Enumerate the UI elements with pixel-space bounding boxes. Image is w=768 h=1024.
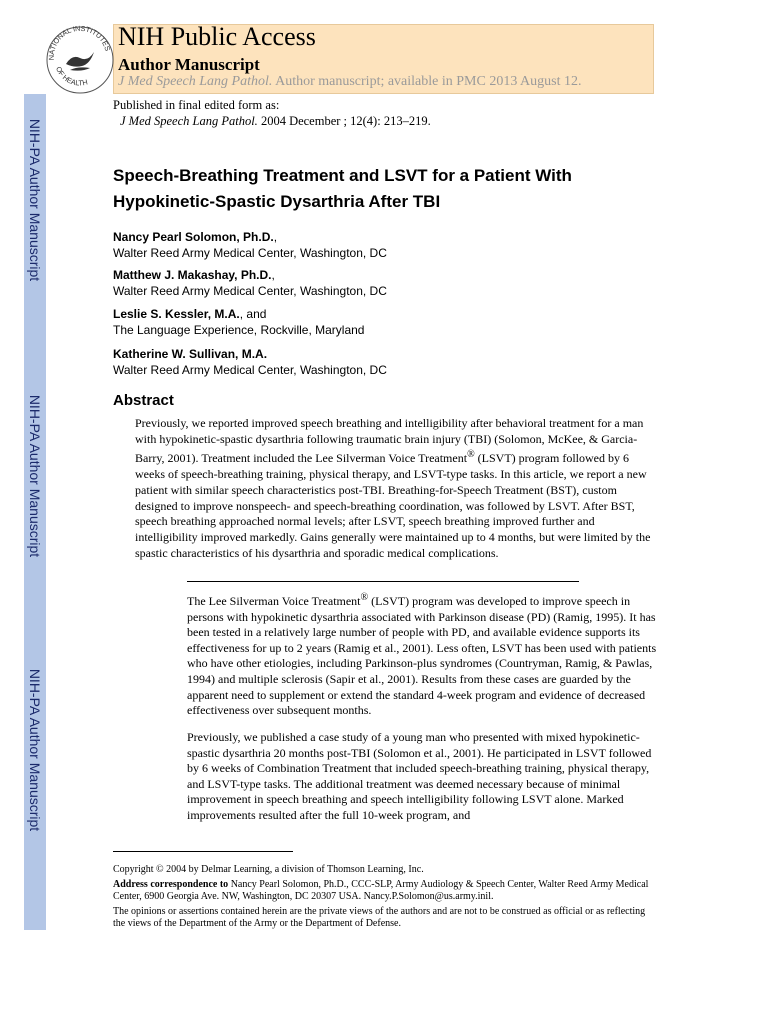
logo-text-bottom: OF HEALTH bbox=[54, 65, 89, 88]
author-affiliation: The Language Experience, Rockville, Maryland bbox=[113, 323, 365, 337]
sidebar-label: NIH-PA Author Manuscript bbox=[27, 394, 43, 558]
address-note bbox=[113, 879, 658, 903]
copyright-note: Copyright © 2004 by Delmar Learning, a division of Thomson Learning, Inc. bbox=[113, 864, 424, 875]
author-separator: , and bbox=[239, 307, 267, 321]
header-subtitle: Author Manuscript bbox=[118, 55, 260, 74]
author-block bbox=[113, 306, 364, 338]
sidebar-label: NIH-PA Author Manuscript bbox=[27, 118, 43, 282]
address-label: Address correspondence to bbox=[113, 879, 229, 890]
citation-journal: J Med Speech Lang Pathol. bbox=[120, 114, 258, 128]
logo-text-top: NATIONAL INSTITUTES bbox=[46, 24, 113, 61]
author-affiliation: Walter Reed Army Medical Center, Washington, DC bbox=[113, 246, 387, 260]
paragraph-text-end: (LSVT) program was developed to improve speech in persons with hypokinetic dysarthria associated with Parkinson disease (PD) (Ramig, 1995). It has been tested in a relatively large number of people with PD, and available evidence supports its effectiveness for up to 2 years (Ramig et al., 2001). Less often, LSVT has been used with patients who have other etiologies, including Parkinson-plus syndromes (Countryman, Ramig, & Pawlas, 1994) and multiple sclerosis (Sapir et al., 2001). Results from these cases are guarded by the apparent need to supplement or extend the standard 4-week program and evidence of decreased effectiveness over subsequent months. bbox=[187, 594, 657, 718]
registered-mark: ® bbox=[360, 592, 369, 603]
published-label: Published in final edited form as: bbox=[113, 98, 280, 112]
abstract-text bbox=[135, 416, 655, 561]
author-name: Matthew J. Makashay, Ph.D. bbox=[113, 268, 272, 282]
header-availability bbox=[118, 74, 582, 90]
citation bbox=[120, 114, 431, 129]
paragraph-text-start: The Lee Silverman Voice Treatment bbox=[187, 594, 361, 608]
registered-mark: ® bbox=[467, 449, 475, 461]
divider bbox=[187, 581, 579, 582]
body-paragraph: Previously, we published a case study of a young man who presented with mixed hypokinetic-spastic dysarthria 20 months post-TBI (Solomon et al., 2001). He participated in LSVT followed by 6 weeks of Combination Treatment that included speech-breathing training, physical therapy, and LSVT-type tasks. The additional treatment was deemed necessary because of minimal improvement in speech breathing and speech intelligibility following LSVT alone. Marked improvements resulted after the full 10-week program, and bbox=[187, 730, 652, 822]
author-name: Leslie S. Kessler, M.A. bbox=[113, 307, 240, 321]
author-name: Nancy Pearl Solomon, Ph.D. bbox=[113, 230, 274, 244]
abstract-text-start: Previously, we reported improved speech breathing and intelligibility after behavioral treatment for a man with hypokinetic-spastic dysarthria following traumatic brain injury (TBI) (Solomon, McKee, & Garcia-Barry, 2001). Treatment included the Lee Silverman Voice Treatment bbox=[135, 416, 644, 466]
sidebar-label: NIH-PA Author Manuscript bbox=[27, 668, 43, 832]
address-text: Nancy Pearl Solomon, Ph.D., CCC-SLP, Army Audiology & Speech Center, Walter Reed Army Medical Center, 6900 Georgia Ave. NW, Washington, DC 20307 USA. Nancy.P.Solomon@us.army.inil. bbox=[113, 879, 649, 902]
author-name: Katherine W. Sullivan, M.A. bbox=[113, 347, 268, 361]
disclaimer-note: The opinions or assertions contained herein are the private views of the authors and are not to be construed as official or as reflecting the views of the Department of the Army or the Department of Defense. bbox=[113, 906, 646, 929]
nih-logo-icon bbox=[44, 24, 114, 94]
header-availability-text: Author manuscript; available in PMC 2013 August 12. bbox=[272, 74, 582, 89]
abstract-heading: Abstract bbox=[113, 392, 174, 409]
header-title: NIH Public Access bbox=[118, 22, 316, 51]
author-separator: , bbox=[271, 268, 275, 282]
author-block bbox=[113, 346, 387, 378]
header-journal: J Med Speech Lang Pathol. bbox=[118, 74, 273, 89]
author-separator: , bbox=[273, 230, 278, 244]
footnote-divider bbox=[113, 851, 293, 852]
citation-details: 2004 December ; 12(4): 213–219. bbox=[257, 114, 431, 128]
author-affiliation: Walter Reed Army Medical Center, Washington, DC bbox=[113, 363, 387, 377]
author-block bbox=[113, 267, 387, 299]
body-paragraph bbox=[187, 590, 659, 719]
author-block bbox=[113, 229, 387, 261]
article-title: Speech-Breathing Treatment and LSVT for a Patient With Hypokinetic-Spastic Dysarthria After TBI bbox=[113, 166, 572, 211]
abstract-text-end: (LSVT) program followed by 6 weeks of speech-breathing training, physical therapy, and LSVT-type tasks. In this article, we report a new patient with similar speech characteristics post-TBI. Breathing-for-Speech Treatment (BST), custom designed to improve nonspeech- and speech-breathing coordination, was followed by LSVT. After BST, speech breathing approached normal levels; after LSVT, speech breathing improved further and intelligibility improved markedly. Gains generally were maintained up to 4 months, but were limited by the spastic characteristics of his dysarthria and sporadic medical complications. bbox=[135, 451, 651, 560]
author-affiliation: Walter Reed Army Medical Center, Washington, DC bbox=[113, 284, 387, 298]
